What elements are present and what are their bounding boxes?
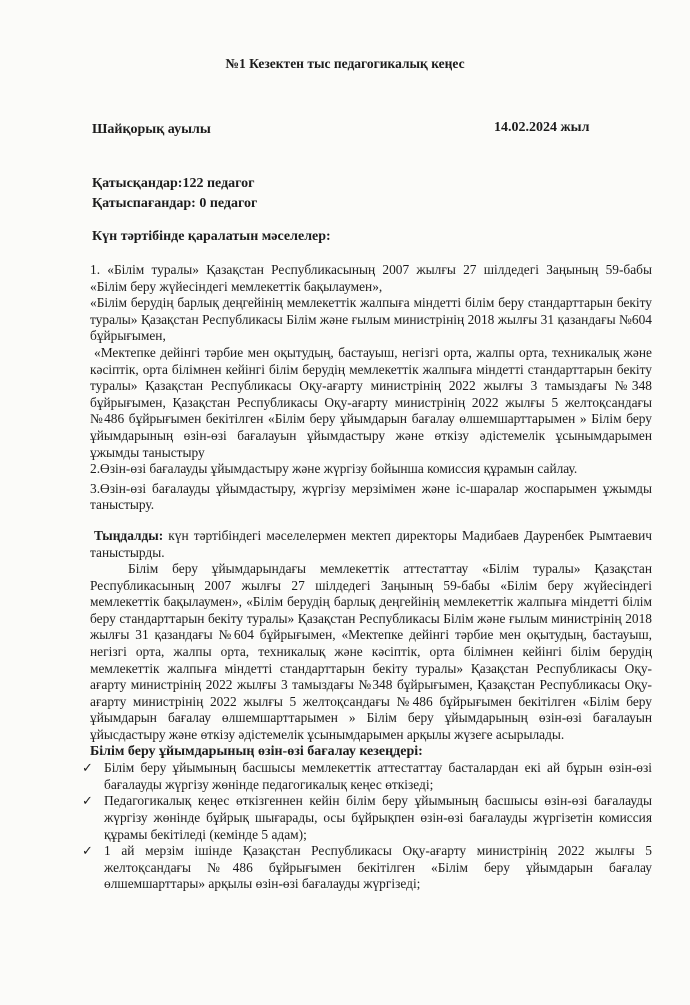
document-body xyxy=(82,262,652,893)
attendance-block xyxy=(92,174,257,214)
document-date: 14.02.2024 жыл xyxy=(494,120,590,135)
agenda-item-3: 3.Өзін-өзі бағалауды ұйымдастыру, жүргізу мерзімімен және іс-шаралар жоспарымен ұжымды таныстыру. xyxy=(90,480,652,513)
stage-text: 1 ай мерзім ішінде Қазақстан Республикасы Оқу-ағарту министрінің 2022 жылғы 5 желтоқсандағы №486 бұйрығымен бекітілген «Білім беру ұйымдарын бағалау өлшемшарттары» арқылы өзін-өзі бағалауды жүргізеді; xyxy=(104,843,652,892)
attendance-present: Қатысқандар:122 педагог xyxy=(92,176,255,191)
agenda-item-1b: «Білім берудің барлық деңгейінің мемлекеттік жалпыға міндетті білім беру стандарттарын бекіту туралы» Қазақстан Республикасы Білім және ғылым министрінің 2018 жылғы 31 қазандағы №604 бұйрығымен, xyxy=(90,295,652,344)
attendance-absent: Қатыспағандар: 0 педагог xyxy=(92,196,258,211)
listened-paragraph xyxy=(90,528,652,561)
stage-item xyxy=(82,793,652,843)
agenda-item-1a: 1. «Білім туралы» Қазақстан Республикасының 2007 жылғы 27 шілдедегі Заңының 59-бабы «Білім беру жүйесіндегі мемлекеттік бақылаумен», xyxy=(90,262,652,294)
stage-text: Педагогикалық кеңес өткізгеннен кейін білім беру ұйымының басшысы өзін-өзі бағалауды жүргізу жөнінде бұйрық шығарады, осы бұйрықпен өзін-өзі бағалауды жүргізетін комиссия құрамы бекітіледі (кемінде 5 адам); xyxy=(104,793,652,842)
stage-text: Білім беру ұйымының басшысы мемлекеттік аттестаттау басталардан екі ай бұрын өзін-өзі бағалауды жүргізу жөнінде педагогикалық кеңес өткізеді; xyxy=(104,760,652,792)
checkmark-icon: ✓ xyxy=(82,760,93,776)
stage-item xyxy=(82,843,652,893)
agenda-item-1c: «Мектепке дейінгі тәрбие мен оқытудың, бастауыш, негізгі орта, жалпы орта, техникалық және кәсіптік, орта білімнен кейінгі білім берудің мемлекеттік жалпыға міндетті стандарттарын бекіту туралы» Қазақстан Республикасы Оқу-ағарту министрінің 2022 жылғы 3 тамыздағы №348 бұйрығымен, Қазақстан Республикасы Оқу-ағарту министрінің 2022 жылғы 5 желтоқсандағы №486 бұйрығымен бекітілген «Білім беру ұйымдарын бағалау өлшемшарттарымен » Білім беру ұйымдарының өзін-өзі бағалауын ұйымдастыру және өткізу әдістемелік ұсынымдарымен ұжымды таныстыру xyxy=(90,344,652,460)
agenda-item-2: 2.Өзін-өзі бағалауды ұйымдастыру және жүргізу бойынша комиссия құрамын сайлау. xyxy=(90,461,578,477)
place-name: Шайқорық ауылы xyxy=(92,122,211,137)
checkmark-icon: ✓ xyxy=(82,843,93,859)
stage-item xyxy=(82,760,652,793)
stages-heading: Білім беру ұйымдарының өзін-өзі бағалау кезеңдері: xyxy=(90,743,423,759)
document-title: №1 Кезектен тыс педагогикалық кеңес xyxy=(225,56,465,71)
listened-text: күн тәртібіндегі мәселелермен мектеп директоры Мадибаев Дауренбек Рымтаевич таныстырды. xyxy=(90,527,652,560)
main-paragraph: Білім беру ұйымдарындағы мемлекеттік аттестаттау «Білім туралы» Қазақстан Республикасының 2007 жылғы 27 шілдедегі Заңының 59-бабы «Білім беру жүйесіндегі мемлекеттік бақылаумен», «Білім берудің барлық деңгейінің мемлекеттік жалпыға міндетті білім беру стандарттарын бекіту туралы» Қазақстан Республикасы Білім және ғылым министрінің 2018 жылғы 31 қазандағы №604 бұйрығымен, «Мектепке дейінгі тәрбие мен оқытудың, бастауыш, негізгі орта, жалпы орта, техникалық және кәсіптік, орта білімнен кейінгі білім берудің мемлекеттік жалпыға міндетті стандарттарын бекіту туралы» Қазақстан Республикасы Оқу-ағарту министрінің 2022 жылғы 3 тамыздағы №348 бұйрығымен, Қазақстан Республикасы Оқу-ағарту министрінің 2022 жылғы 5 желтоқсандағы №486 бұйрығымен бекітілген «Білім беру ұйымдарын бағалау өлшемшарттарымен » Білім беру ұйымдарының өзін-өзі бағалауын ұйысдастыру және өткізу әдістемелік ұсынымдарымен арқылы жүзеге асырылады. xyxy=(90,561,652,743)
agenda-heading: Күн тәртібінде қаралатын мәселелер: xyxy=(92,229,331,244)
listened-label: Тыңдалды: xyxy=(94,527,164,543)
checkmark-icon: ✓ xyxy=(82,793,93,809)
